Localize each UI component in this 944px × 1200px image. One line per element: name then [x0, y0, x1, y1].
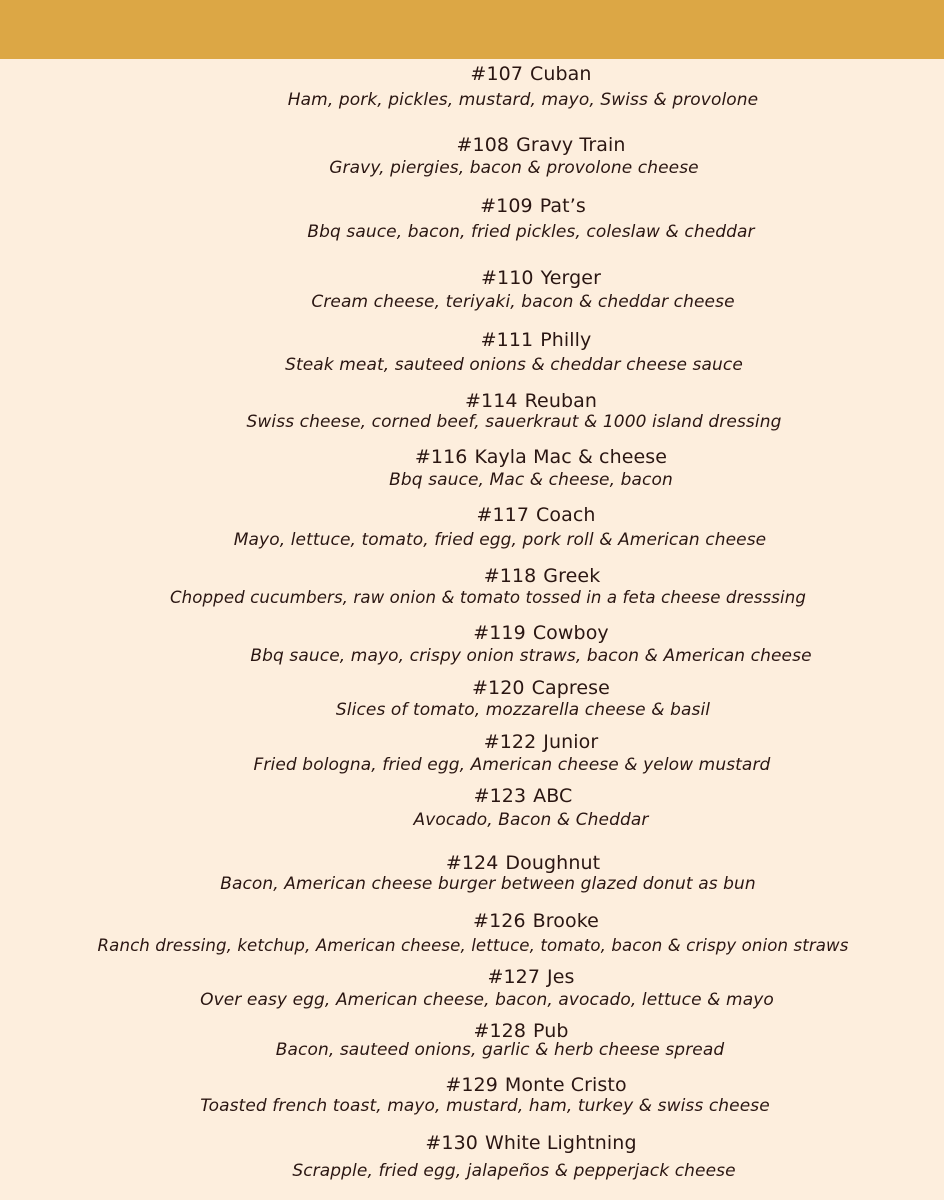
item-title [465, 392, 597, 411]
item-title [484, 733, 599, 752]
item-number: #109 [480, 195, 533, 217]
item-title [484, 567, 601, 586]
item-title [474, 787, 573, 806]
item-description: Bbq sauce, Mac & cheese, bacon [389, 470, 673, 490]
item-description: Bbq sauce, mayo, crispy onion straws, bacon & American cheese [250, 646, 812, 666]
item-description: Swiss cheese, corned beef, sauerkraut & 1000 island dressing [246, 412, 782, 432]
item-number: #128 [473, 1020, 527, 1042]
item-number: #119 [473, 622, 526, 644]
item-name: Kayla Mac & cheese [474, 446, 668, 468]
item-description: Bacon, sauteed onions, garlic & herb cheese spread [275, 1040, 725, 1060]
item-number: #122 [483, 731, 537, 753]
item-name: Greek [543, 565, 601, 587]
item-name: Caprese [531, 677, 610, 699]
item-name: Reuban [524, 390, 598, 412]
item-title [415, 448, 667, 467]
item-name: Jes [547, 966, 575, 988]
item-name: Yerger [540, 267, 602, 289]
item-description: Avocado, Bacon & Cheddar [413, 810, 649, 830]
item-title [457, 136, 626, 155]
item-number: #130 [425, 1132, 478, 1154]
item-number: #127 [487, 966, 541, 988]
item-description: Steak meat, sauteed onions & cheddar cheese sauce [285, 355, 743, 375]
item-number: #129 [445, 1074, 498, 1096]
item-description: Cream cheese, teriyaki, bacon & cheddar cheese [311, 292, 735, 312]
item-number: #123 [473, 785, 527, 807]
item-description: Bbq sauce, bacon, fried pickles, coleslaw & cheddar [307, 222, 755, 242]
item-title [425, 1134, 636, 1153]
item-number: #107 [470, 63, 524, 85]
item-title [472, 679, 610, 698]
item-description: Over easy egg, American cheese, bacon, avocado, lettuce & mayo [200, 990, 774, 1010]
item-title [481, 269, 601, 288]
item-name: White Lightning [484, 1132, 637, 1154]
item-description: Scrapple, fried egg, jalapeños & pepperjack cheese [292, 1161, 736, 1181]
item-number: #108 [456, 134, 510, 156]
item-name: Monte Cristo [504, 1074, 627, 1096]
item-description: Slices of tomato, mozzarella cheese & basil [335, 700, 711, 720]
item-name: Philly [540, 329, 592, 351]
item-name: Brooke [532, 910, 599, 932]
item-description: Bacon, American cheese burger between glazed donut as bun [220, 874, 756, 894]
item-number: #120 [472, 677, 525, 699]
item-number: #110 [480, 267, 534, 289]
item-title [445, 1076, 626, 1095]
item-name: Gravy Train [516, 134, 626, 156]
item-description: Ranch dressing, ketchup, American cheese, lettuce, tomato, bacon & crispy onion straws [97, 936, 849, 955]
item-number: #118 [483, 565, 537, 587]
item-description: Fried bologna, fried egg, American cheese & yelow mustard [253, 755, 771, 775]
item-description: Chopped cucumbers, raw onion & tomato tossed in a feta cheese dresssing [169, 588, 807, 607]
item-name: Doughnut [505, 852, 601, 874]
item-name: Junior [543, 731, 599, 753]
item-name: Pat’s [539, 195, 586, 217]
item-description: Mayo, lettuce, tomato, fried egg, pork roll & American cheese [233, 530, 767, 550]
item-number: #117 [476, 504, 530, 526]
item-name: Cuban [530, 63, 592, 85]
item-title [473, 1022, 568, 1041]
item-title [473, 912, 599, 931]
item-name: Cowboy [532, 622, 609, 644]
item-description: Ham, pork, pickles, mustard, mayo, Swiss & provolone [287, 90, 759, 110]
item-title [487, 968, 574, 987]
item-number: #124 [445, 852, 499, 874]
item-title [481, 331, 592, 350]
item-title [446, 854, 600, 873]
item-title [473, 624, 609, 643]
item-description: Gravy, piergies, bacon & provolone cheese [329, 158, 699, 178]
item-title [470, 65, 591, 84]
item-description: Toasted french toast, mayo, mustard, ham, turkey & swiss cheese [200, 1096, 770, 1116]
item-number: #111 [480, 329, 534, 351]
item-name: ABC [533, 785, 573, 807]
item-number: #114 [464, 390, 518, 412]
item-name: Pub [533, 1020, 569, 1042]
item-number: #116 [414, 446, 468, 468]
item-title [480, 197, 586, 216]
item-title [476, 506, 595, 525]
item-number: #126 [473, 910, 526, 932]
item-name: Coach [536, 504, 596, 526]
